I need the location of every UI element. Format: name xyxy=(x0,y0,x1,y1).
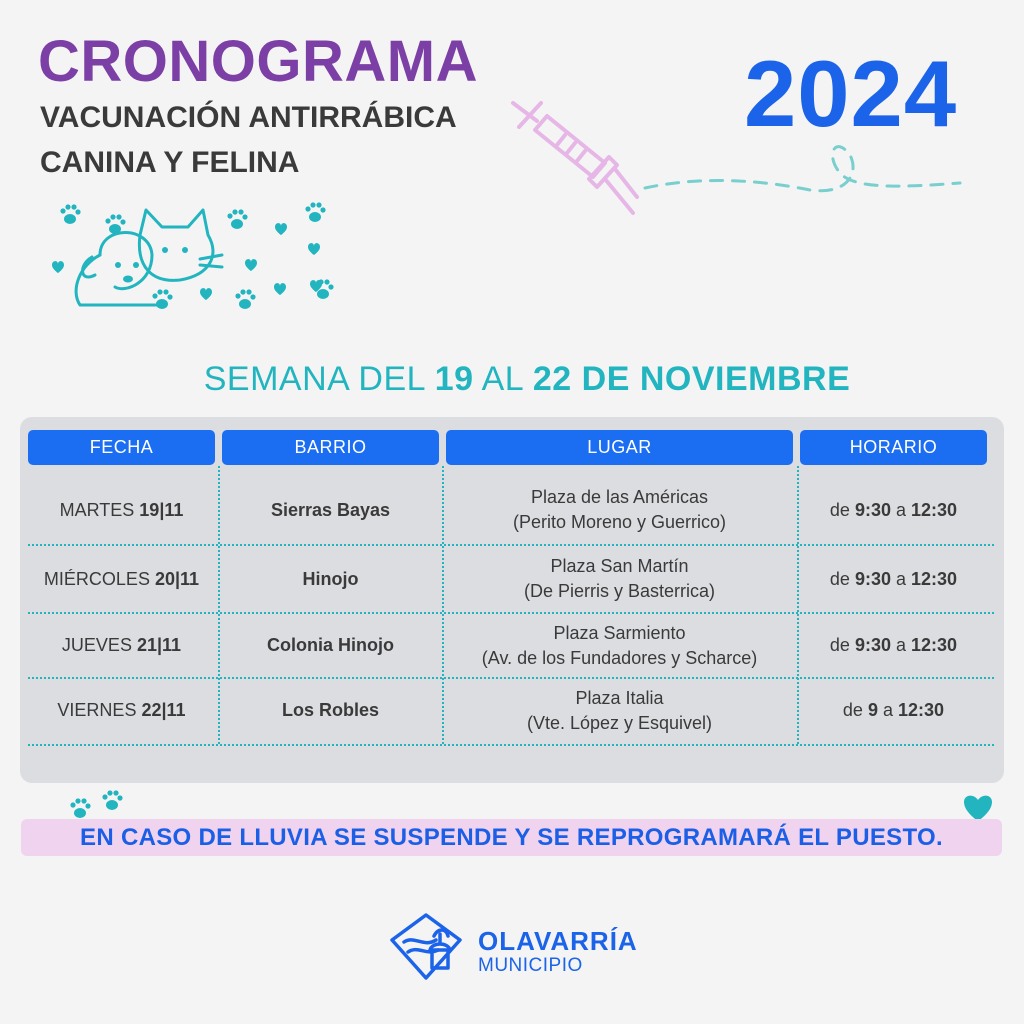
column-divider xyxy=(797,466,799,744)
table-row-horario: de 9 a 12:30 xyxy=(842,700,945,720)
table-row-horario: de 9:30 a 12:30 xyxy=(829,499,958,520)
brand-name: OLAVARRÍA xyxy=(478,926,638,956)
header-fecha: FECHA xyxy=(28,430,215,465)
brand-subtitle: MUNICIPIO xyxy=(478,955,583,976)
column-divider xyxy=(442,466,444,744)
olavarria-logo-icon xyxy=(386,910,466,985)
table-row-lugar: Plaza Sarmiento (Av. de los Fundadores y Scharce) xyxy=(481,622,758,668)
table-row-lugar: Plaza San Martín (De Pierris y Basterrica) xyxy=(523,556,716,601)
table-row-date: VIERNES 22|11 xyxy=(57,700,186,720)
table-row-barrio: Los Robles xyxy=(281,700,379,720)
header-barrio: BARRIO xyxy=(222,430,439,465)
subtitle-line-1: VACUNACIÓN ANTIRRÁBICA xyxy=(40,101,457,134)
row-divider xyxy=(28,744,994,746)
page-subtitle xyxy=(40,95,457,185)
dog-and-cat-icon xyxy=(40,195,340,320)
header-lugar: LUGAR xyxy=(446,430,793,465)
table-row-date: MARTES 19|11 xyxy=(59,499,184,520)
table-row-date: JUEVES 21|11 xyxy=(61,635,182,655)
table-row-lugar: Plaza de las Américas (Perito Moreno y Guerrico) xyxy=(512,487,727,532)
syringe-icon xyxy=(505,95,965,230)
week-heading xyxy=(0,360,1024,399)
header-horario: HORARIO xyxy=(800,430,987,465)
table-row-barrio: Hinojo xyxy=(302,568,359,589)
column-divider xyxy=(218,466,220,744)
year-label: 2024 xyxy=(744,41,958,146)
subtitle-line-2: CANINA Y FELINA xyxy=(40,146,300,179)
table-row-barrio: Colonia Hinojo xyxy=(267,635,394,655)
table-row-date: MIÉRCOLES 20|11 xyxy=(43,568,200,589)
table-row-lugar: Plaza Italia (Vte. López y Esquivel) xyxy=(526,687,713,733)
rain-notice: EN CASO DE LLUVIA SE SUSPENDE Y SE REPROGRAMARÁ EL PUESTO. xyxy=(21,819,1002,856)
week-start: 19 xyxy=(434,360,474,398)
page-title: CRONOGRAMA xyxy=(38,29,478,94)
week-prefix: SEMANA DEL xyxy=(203,360,435,398)
table-row-horario: de 9:30 a 12:30 xyxy=(829,635,958,655)
week-middle: AL xyxy=(473,360,533,398)
week-end: 22 DE NOVIEMBRE xyxy=(532,360,851,398)
table-row-horario: de 9:30 a 12:30 xyxy=(829,568,958,589)
table-row-barrio: Sierras Bayas xyxy=(270,499,391,520)
